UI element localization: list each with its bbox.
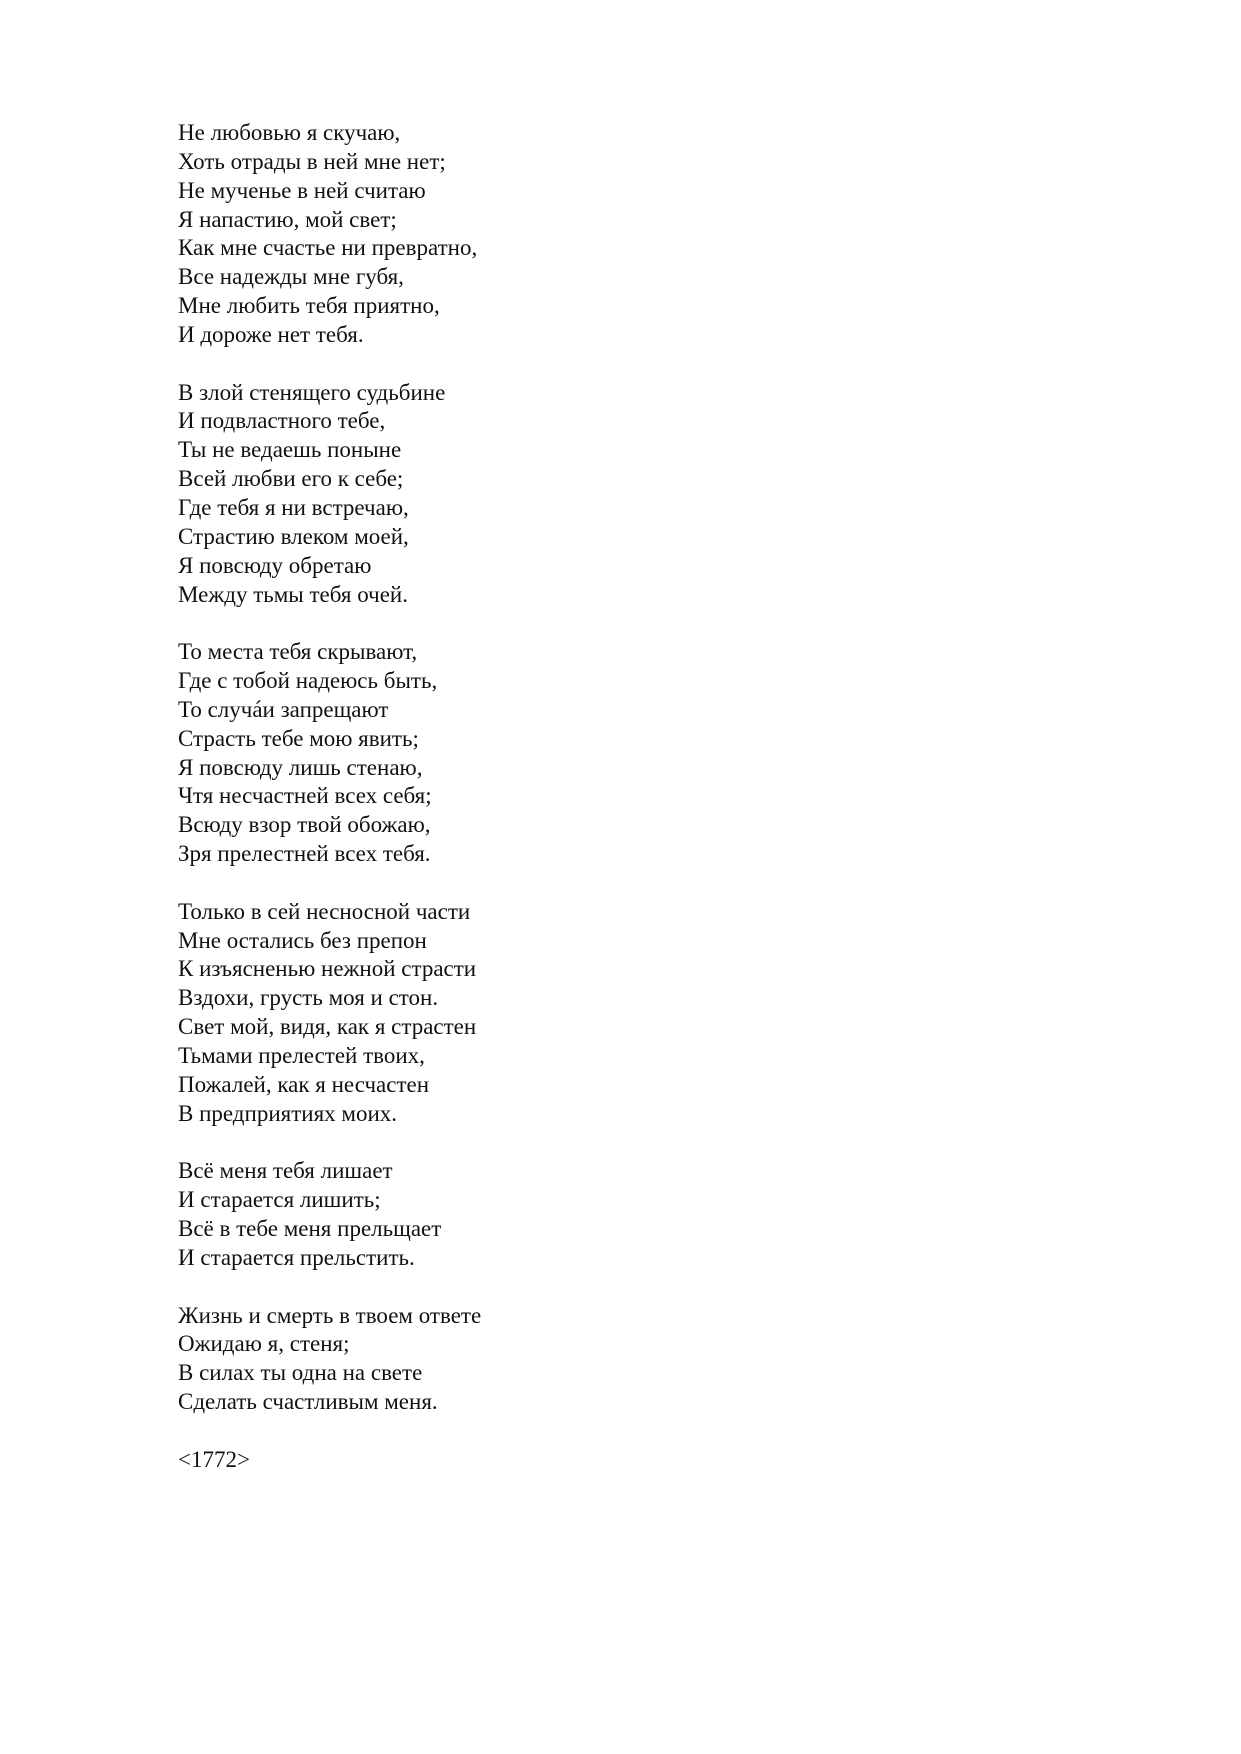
poem-line: Где с тобой надеюсь быть,: [178, 668, 438, 694]
poem-line: И старается прельстить.: [178, 1244, 415, 1270]
poem-line: Не мученье в ней считаю: [178, 177, 426, 203]
poem-date: <1772>: [178, 1446, 250, 1472]
poem-line: В силах ты одна на свете: [178, 1360, 423, 1386]
poem-line: Тьмами прелестей твоих,: [178, 1043, 425, 1068]
poem-line: Между тьмы тебя очей.: [178, 581, 408, 607]
poem-line: Всё меня тебя лишает: [178, 1158, 393, 1184]
poem-line: Все надежды мне губя,: [178, 264, 404, 290]
poem-line: То случáи запрещают: [178, 696, 389, 722]
poem-line: Всюду взор твой обожаю,: [178, 812, 431, 838]
poem-line: Ты не ведаешь поныне: [178, 437, 402, 463]
poem-line: И подвластного тебе,: [178, 408, 386, 434]
poem-line: В злой стенящего судьбине: [178, 379, 446, 405]
poem-line: Вздохи, грусть моя и стон.: [178, 985, 439, 1011]
poem-line: Хоть отрады в ней мне нет;: [178, 148, 446, 174]
poem-line: Всё в тебе меня прельщает: [178, 1216, 442, 1242]
poem-line: Чтя несчастней всех себя;: [178, 783, 432, 809]
stanza-4: [178, 898, 1078, 1129]
stanza-2: [178, 379, 1078, 610]
poem-line: И старается лишить;: [178, 1187, 381, 1213]
poem-line: Страстию влеком моей,: [178, 523, 409, 549]
poem-line: Ожидаю я, стеня;: [178, 1331, 350, 1357]
poem-line: Я повсюду обретаю: [178, 552, 372, 578]
poem-text: [178, 119, 1078, 1475]
poem-line: Я напастию, мой свет;: [178, 206, 397, 232]
poem-line: Пожалей, как я несчастен: [178, 1071, 430, 1097]
poem-line: Страсть тебе мою явить;: [178, 725, 419, 751]
poem-line: Мне остались без препон: [178, 927, 427, 953]
poem-line: Зря прелестней всех тебя.: [178, 841, 431, 867]
poem-line: Как мне счастье ни превратно,: [178, 235, 478, 261]
stanza-1: [178, 119, 1078, 350]
poem-line: Только в сей несносной части: [178, 898, 471, 924]
stanza-5: [178, 1157, 1078, 1272]
poem-line: Сделать счастливым меня.: [178, 1389, 438, 1415]
poem-line: То места тебя скрывают,: [178, 639, 418, 665]
poem-line: К изъясненью нежной страсти: [178, 956, 477, 982]
stanza-3: [178, 638, 1078, 869]
poem-line: Мне любить тебя приятно,: [178, 293, 440, 319]
poem-line: Не любовью я скучаю,: [178, 120, 401, 145]
poem-line: И дороже нет тебя.: [178, 321, 364, 347]
poem-line: Где тебя я ни встречаю,: [178, 494, 409, 520]
poem-line: Свет мой, видя, как я страстен: [178, 1014, 477, 1040]
stanza-6: [178, 1302, 1078, 1417]
poem-line: В предприятиях моих.: [178, 1100, 398, 1126]
poem-line: Всей любви его к себе;: [178, 466, 404, 492]
poem-line: Я повсюду лишь стенаю,: [178, 754, 423, 780]
poem-line: Жизнь и смерть в твоем ответе: [178, 1302, 482, 1328]
